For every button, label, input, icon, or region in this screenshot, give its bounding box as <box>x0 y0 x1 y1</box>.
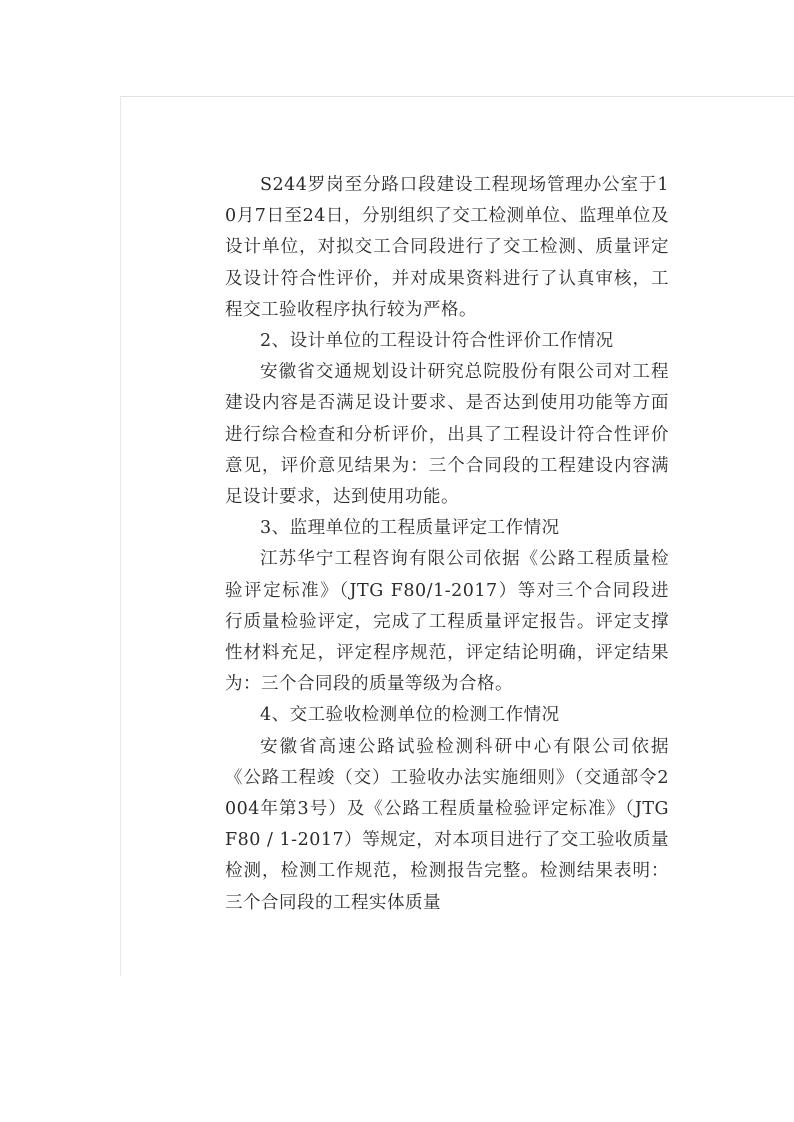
heading-design-evaluation: 2、设计单位的工程设计符合性评价工作情况 <box>260 331 614 352</box>
paragraph-supervision-assessment: 江苏华宁工程咨询有限公司依据《公路工程质量检验评定标准》（JTG F80/1-2017）等对三个合同段进行质量检验评定，完成了工程质量评定报告。评定支撑性材料充足，评定程序规范，评定结论明确，评定结果为：三个合同段的质量等级为合格。 <box>225 549 669 695</box>
document-body <box>225 170 669 919</box>
heading-inspection-work: 4、交工验收检测单位的检测工作情况 <box>260 705 560 726</box>
heading-supervision-assessment: 3、监理单位的工程质量评定工作情况 <box>260 518 560 539</box>
paragraph-design-evaluation: 安徽省交通规划设计研究总院股份有限公司对工程建设内容是否满足设计要求、是否达到使用功能等方面进行综合检查和分析评价，出具了工程设计符合性评价意见，评价意见结果为：三个合同段的工程建设内容满足设计要求，达到使用功能。 <box>225 362 669 508</box>
paragraph-inspection-work: 安徽省高速公路试验检测科研中心有限公司依据《公路工程竣（交）工验收办法实施细则》（交通部令2004年第3号）及《公路工程质量检验评定标准》（JTG F80 / 1-2017）等规定，对本项目进行了交工验收质量检测，检测工作规范，检测报告完整。检测结果表明：三个合同段的工程实体质量 <box>225 736 669 913</box>
paragraph-review-process: S244罗岗至分路口段建设工程现场管理办公室于10月7日至24日，分别组织了交工检测单位、监理单位及设计单位，对拟交工合同段进行了交工检测、质量评定及设计符合性评价，并对成果资料进行了认真审核，工程交工验收程序执行较为严格。 <box>225 175 669 320</box>
